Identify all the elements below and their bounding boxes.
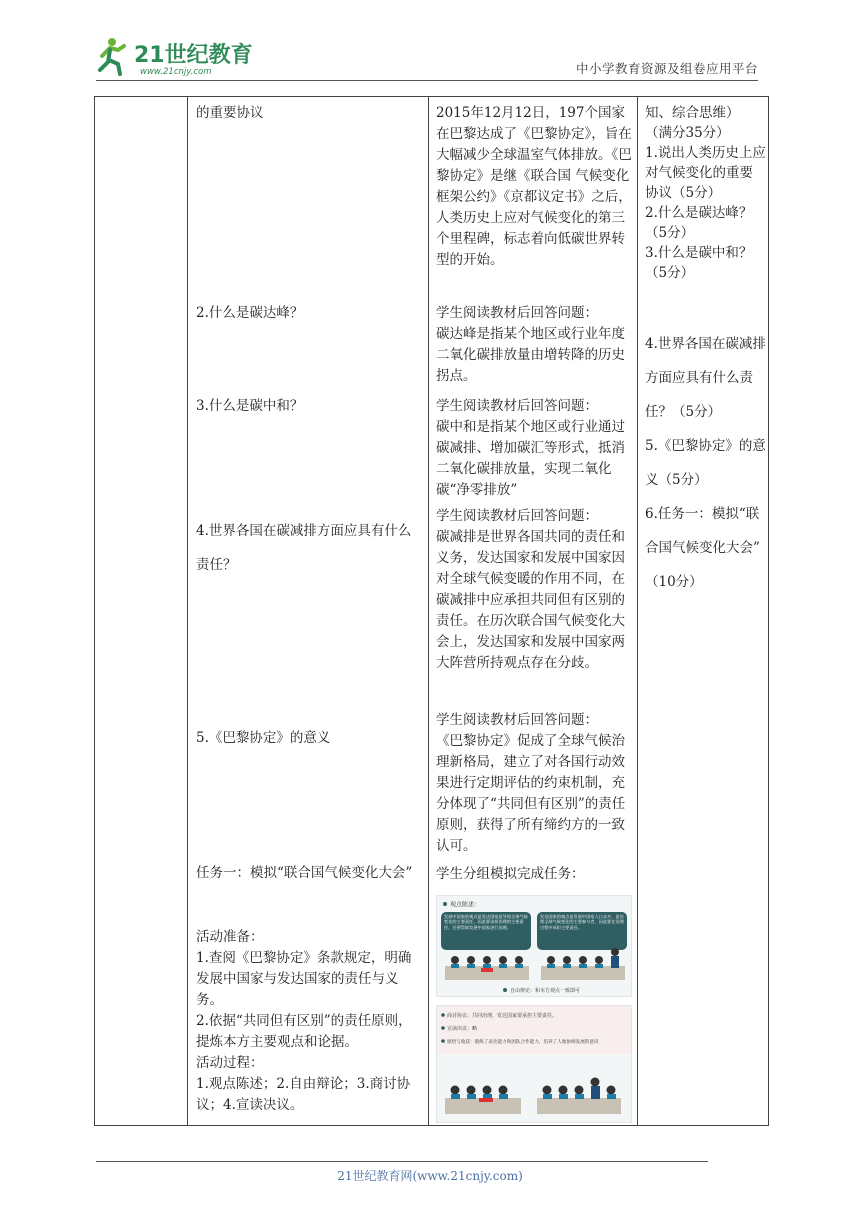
answer-6: 学生分组模拟完成任务： [436, 866, 585, 882]
lesson-table [94, 96, 769, 1126]
evaluation-cell [638, 97, 769, 1126]
answer-5: 学生阅读教材后回答问题： 《巴黎协定》促成了全球气候治理新格局，建立了对各国行动效果进行定期评估的约束机制，充分体现了“共同但有区别”的责任原则，获得了所有缔约方的一致认可。 [436, 712, 626, 854]
question-5: 5.《巴黎协定》的意义 [196, 730, 331, 746]
platform-name: 中小学教育资源及组卷应用平台 [575, 61, 758, 76]
svg-text:观点陈述：: 观点陈述： [450, 901, 481, 909]
question-4: 4.世界各国在碳减排方面应具有什么责任？ [196, 523, 412, 573]
question-3: 3.什么是碳中和？ [196, 398, 304, 414]
students-left [445, 956, 529, 980]
page-header [96, 30, 758, 81]
answer-1: 2015年12月12日，197个国家在巴黎达成了《巴黎协定》，旨在大幅减少全球温室气体排放。《巴黎协定》是继《联合国 气候变化框架公约》《京都议定书》之后，人类历史上应对气候变化的第三个里程碑，标志着向低碳世界转型的开始。 [436, 105, 632, 268]
task-details: 活动准备： 1.查阅《巴黎协定》条款规定，明确发展中国家与发达国家的责任与义务。 2.依据“共同但有区别”的责任原则，提炼本方主要观点和论据。 活动过程： 1.观点陈述；2.自由辩论；3.商讨协议；4.宣读决议。 [196, 929, 412, 1113]
answer-4: 学生阅读教材后回答问题： 碳减排是世界各国共同的责任和义务，发达国家和发展中国家因对全球气候变暖的作用不同，在碳减排中应承担共同但有区别的责任。在历次联合国气候变化大会上，发达国家和发展中国家两大阵营所持观点存在分歧。 [436, 508, 625, 671]
illustration-debate: 观点陈述： 发展中国家的观点是发达国家是导致全球气候变化的主要责任，因此要承担治理的主要责任，还要帮助发展中国家进行治理。 发达国家的观点是发展中国家人口众多，是治理全球气候变化的主要参与者，因此要在治理过程中承担主要责任。 自由辩论：和本方观点一致即可 [436, 895, 632, 997]
text-p1: 的重要协议 [196, 105, 264, 121]
svg-text:www.21cnjy.com: www.21cnjy.com [140, 67, 212, 77]
answer-3: 学生阅读教材后回答问题： 碳中和是指某个地区或行业通过碳减排、增加碳汇等形式，抵消二氧化碳排放量，实现二氧化碳“净零排放” [436, 398, 625, 498]
students-right [541, 948, 625, 980]
students-left-2 [445, 1086, 521, 1115]
svg-text:宣读决议：略: 宣读决议：略 [447, 1026, 478, 1032]
evaluation-part1: 知、综合思维） （满分35分） 1.说出人类历史上应对气候变化的重要协议（5分） 2.什么是碳达峰？（5分） 3.什么是碳中和？（5分） [645, 105, 766, 281]
logo [96, 34, 266, 78]
question-2: 2.什么是碳达峰？ [196, 305, 304, 321]
stage-cell [95, 97, 188, 1126]
svg-text:商讨协议：共同治理，发达国家要承担主要责任。: 商讨协议：共同治理，发达国家要承担主要责任。 [447, 1013, 558, 1019]
students-right-2 [537, 1078, 621, 1115]
teacher-activity-cell [188, 97, 429, 1126]
task-one: 任务一：模拟“联合国气候变化大会” [196, 865, 413, 881]
svg-text:自由辩论：和本方观点一致即可: 自由辩论：和本方观点一致即可 [510, 988, 581, 994]
runner-icon [100, 38, 124, 74]
footer-text: 21世纪教育网(www.21cnjy.com) [337, 1169, 523, 1183]
svg-text:感悟与收获：锻炼了表达能力和团队合作能力，培养了人地协调发展: 感悟与收获：锻炼了表达能力和团队合作能力，培养了人地协调发展的意识 [447, 1040, 599, 1045]
footer-divider [96, 1161, 708, 1162]
illustration-agreement [436, 1005, 632, 1123]
evaluation-part2: 4.世界各国在碳减排方面应具有什么责任？（5分） 5.《巴黎协定》的意义（5分） 6.任务一：模拟“联合国气候变化大会” （10分） [645, 336, 766, 590]
student-activity-cell [429, 97, 638, 1126]
svg-text:21世纪教育: 21世纪教育 [134, 43, 253, 68]
table-row [95, 97, 769, 1126]
answer-2: 学生阅读教材后回答问题： 碳达峰是指某个地区或行业年度二氧化碳排放量由增转降的历史拐点。 [436, 305, 625, 384]
